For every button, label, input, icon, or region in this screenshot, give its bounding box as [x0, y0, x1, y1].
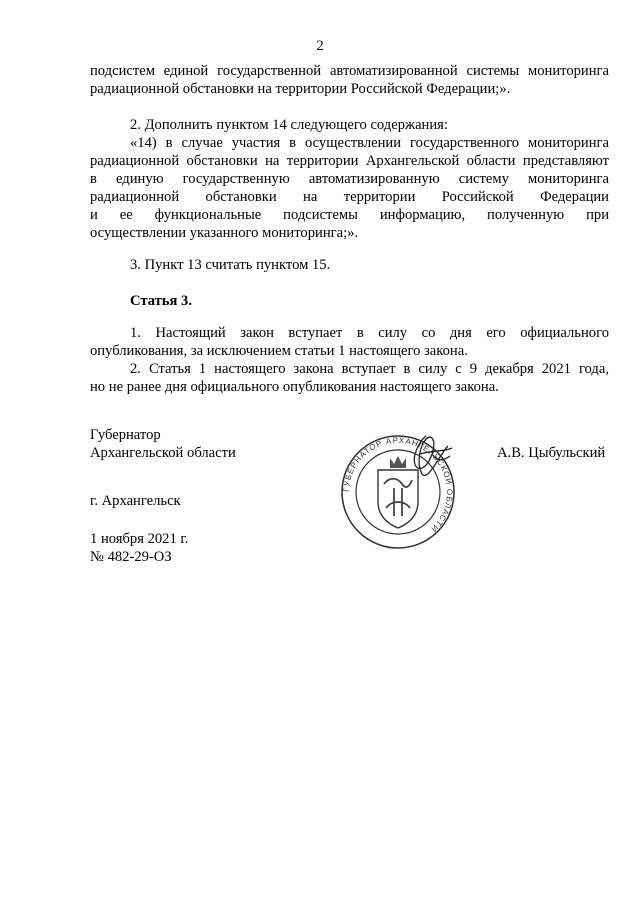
official-seal: [336, 424, 456, 554]
text-line: но не ранее дня официального опубликования настоящего закона.: [90, 379, 499, 395]
text-line: радиационной обстановки на территории Архангельской области представляют: [90, 153, 609, 169]
signatory-title: [90, 426, 236, 462]
article-heading: [90, 292, 609, 310]
text-line: 2. Дополнить пунктом 14 следующего содержания:: [130, 117, 448, 133]
paragraph-item-3: [90, 256, 609, 274]
article-title: Статья 3.: [130, 293, 192, 309]
paragraph-item-2: [90, 116, 609, 134]
page-number: 2: [316, 38, 324, 54]
text-line: в единую государственную автоматизированную систему мониторинга: [90, 171, 609, 187]
text-line: 2. Статья 1 настоящего закона вступает в силу с 9 декабря 2021 года,: [130, 361, 609, 377]
text-line: и ее функциональные подсистемы информацию, полученную при: [90, 207, 609, 223]
text-line: «14) в случае участия в осуществлении государственного мониторинга: [130, 135, 609, 151]
paragraph-continuation: [90, 62, 609, 98]
text-line: 3. Пункт 13 считать пунктом 15.: [130, 257, 331, 273]
article-3-part-2: [90, 360, 609, 396]
paragraph-point-14: [90, 134, 609, 242]
signatory-title-line: Архангельской области: [90, 445, 236, 461]
article-3-part-1: [90, 324, 609, 360]
city: г. Архангельск: [90, 493, 181, 509]
signatory-title-line: Губернатор: [90, 427, 161, 443]
text-line: подсистем единой государственной автоматизированной системы мониторинга: [90, 63, 609, 79]
text-line: опубликования, за исключением статьи 1 настоящего закона.: [90, 343, 468, 359]
document-date: 1 ноября 2021 г.: [90, 531, 189, 547]
text-line: радиационной обстановки на территории Российской Федерации: [90, 189, 609, 205]
text-line: радиационной обстановки на территории Российской Федерации;».: [90, 81, 511, 97]
document-footer: [90, 530, 188, 566]
seal-graphic: [336, 424, 456, 554]
seal-text: ГУБЕРНАТОР АРХАНГЕЛЬСКОЙ ОБЛАСТИ: [341, 435, 455, 535]
law-number: № 482-29-ОЗ: [90, 549, 172, 565]
text-line: 1. Настоящий закон вступает в силу со дня его официального: [130, 325, 609, 341]
signatory-name: А.В. Цыбульский: [497, 445, 606, 461]
text-line: осуществлении указанного мониторинга;».: [90, 225, 359, 241]
